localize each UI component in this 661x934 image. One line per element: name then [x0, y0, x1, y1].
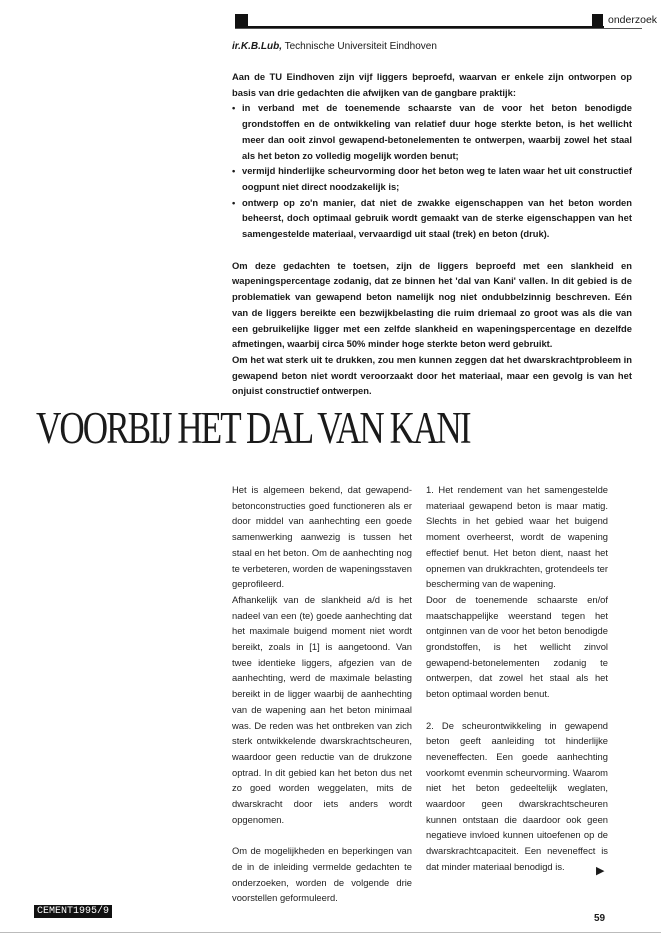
- intro-paragraph: Om het wat sterk uit te drukken, zou men kunnen zeggen dat het dwarskrachtprobleem in gewapend beton niet wordt veroorzaakt door het materiaal, maar een gevolg is van het onjuist constructief ontwerpen.: [232, 353, 632, 397]
- intro-bullet: • ontwerp op zo'n manier, dat niet de zwakke eigenschappen van het beton worden beheerst, doch optimaal gebruik wordt gemaakt van de sterke eigenschappen van het samengestelde materiaal, vervaardigd uit staal (trek) en beton (druk).: [232, 196, 632, 240]
- intro-abstract: [232, 69, 632, 399]
- body-paragraph: Het is algemeen bekend, dat gewapend-betonconstructies goed functioneren als er door middel van aanhechting een goede samenwerking aanwezig is tussen het staal en het beton. Om de aanhechting nog te verbeteren, worden de wapeningsstaven geprofileerd.: [232, 484, 412, 590]
- author-name: ir.K.B.Lub,: [232, 41, 282, 52]
- body-paragraph: 1. Het rendement van het samengestelde materiaal gewapend beton is maar matig. Slechts in het gebied waar het buigend moment overheerst, wordt de wapening effectief benut. Het beton dient, naast het opnemen van drukkrachten, grotendeels ter bescherming van de wapening.: [426, 484, 608, 590]
- page-number: 59: [594, 913, 606, 924]
- body-paragraph: Afhankelijk van de slankheid a/d is het nadeel van een (te) goede aanhechting dat het maximale buigend moment niet wordt bereikt, zoals in [1] is aangetoond. Van twee identieke liggers, afgezien van de aanhechting, werd de maximale belasting bereikt in de ligger waarbij de aanhechting van de wapening aan het beton minimaal was. De reden was het ontbreken van zich sterk ontwikkelende dwarskrachtscheuren, waardoor geen reductie van de drukzone optrad. In dit gebied kan het beton dus net zo goed worden weggelaten, mits de dwarskracht door iets anders wordt opgenomen.: [232, 593, 412, 825]
- header-block-right: [592, 14, 603, 28]
- author-affiliation: Technische Universiteit Eindhoven: [282, 41, 437, 52]
- author-line: [232, 41, 437, 52]
- header-block-left: [235, 14, 248, 28]
- page-bottom-rule: [0, 932, 661, 933]
- body-paragraph: Door de toenemende schaarste en/of maatschappelijke weerstand tegen het ontginnen van de voor het beton benodigde grondstoffen, is het wellicht zinvol gewapend-betonelementen zodanig te ontwerpen, dat zowel het staal als het beton optimaal worden benut.: [426, 593, 608, 700]
- bullet-icon: •: [232, 102, 236, 114]
- body-paragraph: Om de mogelijkheden en beperkingen van de in de inleiding vermelde gedachten te onderzoeken, worden de volgende drie voorstellen geformuleerd.: [232, 845, 412, 904]
- intro-bullet: • vermijd hinderlijke scheurvorming door het beton weg te laten waar het uit constructief oogpunt niet direct noodzakelijk is;: [232, 165, 632, 192]
- continue-arrow-icon: ▶: [596, 865, 605, 877]
- section-label: onderzoek: [608, 14, 658, 26]
- body-paragraph: 2. De scheurontwikkeling in gewapend beton geeft aanleiding tot hinderlijke neveneffecten. Een goede aanhechting voorkomt evenmin scheurvorming. Waarom niet het beton gedeeltelijk weglaten, waardoor geen dwarskrachtscheuren kunnen ontstaan die daardoor ook geen negatieve invloed kunnen uitoefenen op de dwarskrachtcapaciteit. Een neveneffect is dat minder materiaal benodigd is.: [426, 719, 608, 872]
- intro-paragraph: Om deze gedachten te toetsen, zijn de liggers beproefd met een slankheid en wapeningspercentage zodanig, dat ze binnen het 'dal van Kani' vallen. In dit gebied is de problematiek van gewapend beton namelijk nog niet ondubbelzinnig beschreven. Eén van de liggers bereikte een bezwijkbelasting die ruim driemaal zo groot was als die van een gebruikelijke ligger met een zelfde slankheid en wapeningspercentage en dezelfde afmetingen, waarbij circa 50% minder hoge sterkte beton werd gebruikt.: [232, 259, 632, 350]
- intro-bullet: • in verband met de toenemende schaarste van de voor het beton benodigde grondstoffen en de ontwikkeling van relatief duur hoge sterkte beton, is het wellicht meer dan ooit zinvol gewapend-betonelementen te ontwerpen, waarbij zowel het staal als het beton zo volledig mogelijk worden benut;: [232, 102, 632, 161]
- article-title: VOORBIJ HET DAL VAN KANI: [36, 403, 470, 453]
- section-header-bar: [235, 14, 658, 28]
- bullet-icon: •: [232, 165, 236, 177]
- body-column-right: [426, 482, 608, 875]
- intro-bullet-list: [232, 100, 632, 241]
- journal-footer: CEMENT1995/9: [34, 905, 112, 918]
- header-underline: [235, 28, 642, 29]
- bullet-icon: •: [232, 196, 236, 208]
- intro-lead: Aan de TU Eindhoven zijn vijf liggers beproefd, waarvan er enkele zijn ontworpen op basis van drie gedachten die afwijken van de gangbare praktijk:: [232, 71, 632, 98]
- body-column-left: [232, 482, 412, 906]
